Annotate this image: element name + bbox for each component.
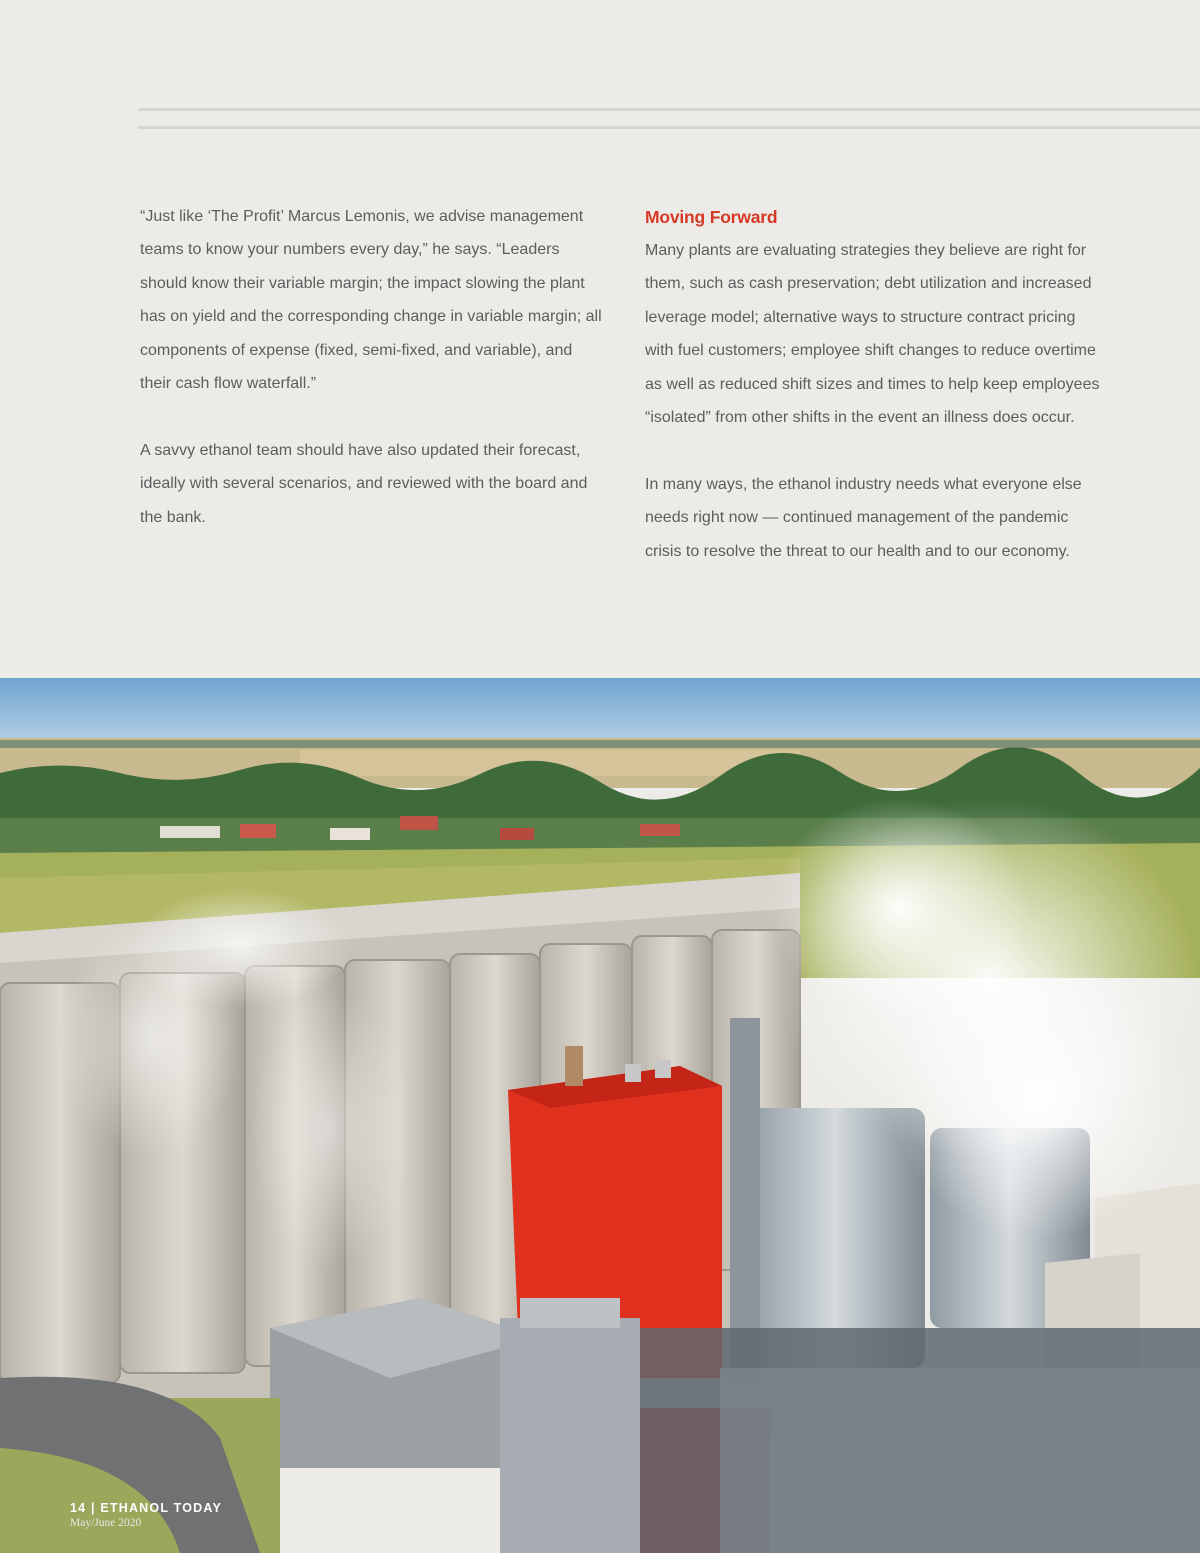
page-footer: [70, 1500, 222, 1530]
paragraph: A savvy ethanol team should have also updated their forecast, ideally with several scenarios, and reviewed with the board and the bank.: [140, 441, 588, 526]
paragraph: In many ways, the ethanol industry needs what everyone else needs right now — continued management of the pandemic crisis to resolve the threat to our health and to our economy.: [645, 475, 1082, 560]
right-column: [645, 200, 1100, 601]
paragraph: “Just like ‘The Profit’ Marcus Lemonis, we advise management teams to know your numbers every day,” he says. “Leaders should know their variable margin; the impact slowing the plant has on yield and the corresponding change in variable margin; all components of expense (fixed, semi-fixed, and variable), and their cash flow waterfall.”: [140, 208, 602, 393]
top-rule: [138, 108, 1200, 111]
top-rule-secondary: [138, 126, 1200, 129]
section-heading: Moving Forward: [645, 207, 778, 227]
left-column: [140, 200, 605, 567]
paragraph: Many plants are evaluating strategies they believe are right for them, such as cash preservation; debt utilization and increased leverage model; alternative ways to structure contract pricing with fuel customers; employee shift changes to reduce overtime as well as reduced shift sizes and times to help keep employees “isolated” from other shifts in the event an illness does occur.: [645, 242, 1100, 427]
footer-page-title: 14 | ETHANOL TODAY: [70, 1501, 222, 1515]
footer-issue-date: May/June 2020: [70, 1517, 142, 1529]
ethanol-plant-photo: [0, 678, 1200, 1553]
